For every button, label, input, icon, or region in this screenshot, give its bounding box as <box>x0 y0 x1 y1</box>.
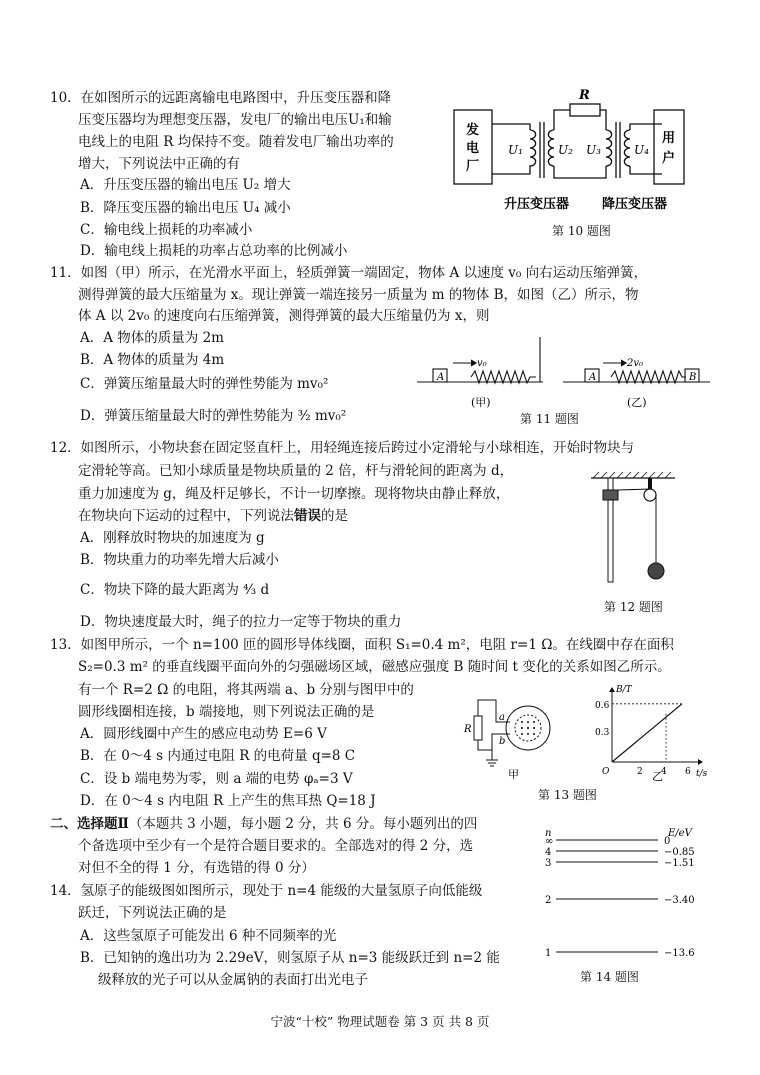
q14-option-a: A．这些氢原子可能发出 6 种不同频率的光 <box>80 928 337 944</box>
q13-label-b: b <box>499 736 506 747</box>
q14-stem-line: 跃迁，下列说法正确的是 <box>78 905 227 921</box>
q10-stem-line: 压变压器均为理想变压器，发电厂的输出电压U₁和输 <box>78 112 392 128</box>
q12-option-c: C．物块下降的最大距离为 ⁴⁄₃ d <box>80 582 270 598</box>
q13-resistor <box>474 716 482 740</box>
q14-stem-line: 14．氢原子的能级图如图所示，现处于 n=4 能级的大量氢原子向低能级 <box>50 883 483 899</box>
q13-circuit-figure <box>462 684 712 784</box>
q10-label-u4: U₄ <box>634 143 649 157</box>
q13-xtick: 2 <box>637 767 643 777</box>
q10-coil-u2 <box>548 130 554 166</box>
section2-desc-line: 个备选项中至少有一个是符合题目要求的。全部选对的得 2 分，选 <box>78 838 474 854</box>
q14-caption: 第 14 题图 <box>580 970 639 984</box>
q10-label-source: 电 <box>466 141 480 156</box>
q11-option-c: C．弹簧压缩量最大时的弹性势能为 mv₀² <box>80 376 329 392</box>
q12-caption: 第 12 题图 <box>604 600 663 614</box>
q12-option-d: D．物块速度最大时，绳子的拉力一定等于物块的重力 <box>80 614 402 630</box>
q11-spring-yi <box>611 371 686 383</box>
q11-label-a: A <box>589 372 597 383</box>
q10-option-a: A．升压变压器的输出电压 U₂ 增大 <box>80 177 291 193</box>
q10-option-d: D．输电线上损耗的功率占总功率的比例减小 <box>80 243 348 259</box>
q10-user-box <box>654 110 684 184</box>
q13-option-b: B．在 0～4 s 内通过电阻 R 的电荷量 q=8 C <box>80 748 356 764</box>
q14-option-b: B．已知钠的逸出功为 2.29eV，则氢原子从 n=3 能级跃迁到 n=2 能 <box>80 950 500 966</box>
q13-stem-line: 圆形线圈相连接，b 端接地，则下列说法正确的是 <box>78 704 375 720</box>
q11-label-b: B <box>689 372 697 383</box>
q10-coil-u4 <box>624 130 630 166</box>
q10-label-u1: U₁ <box>508 143 523 157</box>
section2-title: 二、选择题Ⅱ <box>50 816 129 832</box>
q14-level-n: ∞ <box>545 836 554 847</box>
q14-level-n: 1 <box>545 948 552 959</box>
q10-coil-u3 <box>606 130 612 166</box>
q10-stem-line: 电线上的电阻 R 均保持不变。随着发电厂输出功率的 <box>78 134 394 150</box>
section2-desc: （本题共 3 小题，每小题 2 分，共 6 分。每小题列出的四 <box>128 816 478 832</box>
q14-e-label: E/eV <box>668 828 692 839</box>
q12-stem-line: 重力加速度为 g，绳及杆足够长，不计一切摩擦。现将物块由静止释放， <box>78 486 510 502</box>
q13-label-a: a <box>499 712 505 723</box>
q14-level-energy: 0 <box>664 836 671 847</box>
q13-origin: O <box>602 767 610 777</box>
q13-stem-line: 有一个 R=2 Ω 的电阻，将其两端 a、b 分别与图甲中的 <box>78 682 414 698</box>
q14-levels <box>545 836 695 959</box>
q13-option-c: C．设 b 端电势为零，则 a 端的电势 φₐ=3 V <box>80 771 353 787</box>
q11-option-a: A．A 物体的质量为 2m <box>80 330 224 346</box>
q10-resistor <box>570 104 600 116</box>
q13-label-r: R <box>464 724 472 735</box>
q12-stem-text: 的是 <box>321 508 348 524</box>
q13-bt-graph <box>609 687 703 765</box>
q13-xtick: 4 <box>661 767 667 777</box>
q14-level-energy: −3.40 <box>664 895 695 906</box>
q12-stem-text: 在物块向下运动的过程中，下列说法 <box>78 508 294 524</box>
q12-stem-line <box>78 506 348 527</box>
q11-stem-line: 体 A 以 2v₀ 的速度向右压缩弹簧，测得弹簧的最大压缩量仍为 x，则 <box>78 308 490 324</box>
q14-energy-level-figure <box>540 824 720 966</box>
q11-stem-line: 测得弹簧的最大压缩量为 x。现让弹簧一端连接另一质量为 m 的物体 B，如图（乙）所示，物 <box>78 287 639 303</box>
q13-stem-line: 13．如图甲所示，一个 n=100 匝的圆形导体线圈，面积 S₁=0.4 m²，电阻 r=1 Ω。在线圈中存在面积 <box>50 637 674 653</box>
q10-label-source: 厂 <box>466 159 480 174</box>
q11-label-a: A <box>437 372 445 383</box>
q12-stem-line: 12．如图所示，小物块套在固定竖直杆上，用轻绳连接后跨过小定滑轮与小球相连，开始时物块与 <box>50 440 635 456</box>
section2-desc-line: 对但不全的得 1 分，有选错的得 0 分） <box>78 860 315 876</box>
q13-ylabel: B/T <box>616 685 632 695</box>
q10-caption: 第 10 题图 <box>552 224 611 238</box>
q14-n-label: n <box>545 828 552 839</box>
q11-label-v0: v₀ <box>477 358 487 369</box>
q13-ytick: 0.3 <box>595 728 610 738</box>
q10-label-step-down: 降压变压器 <box>602 197 668 212</box>
q14-level-energy: −13.6 <box>664 948 695 959</box>
q13-option-d: D．在 0～4 s 内电阻 R 上产生的焦耳热 Q=18 J <box>80 793 376 809</box>
q11-option-d: D．弹簧压缩量最大时的弹性势能为 ³⁄₂ mv₀² <box>80 408 347 424</box>
q12-block <box>603 490 618 500</box>
q11-label-yi: (乙) <box>627 396 647 409</box>
q12-option-b: B．物块重力的功率先增大后减小 <box>80 552 279 568</box>
q10-label-user: 用 <box>662 131 676 146</box>
q13-caption: 第 13 题图 <box>538 788 597 802</box>
page-footer: 宁波“十校” 物理试题卷 第 3 页 共 8 页 <box>270 1014 490 1029</box>
q12-pulley-figure <box>585 468 685 593</box>
q10-label-source: 发 <box>466 123 480 138</box>
q12-option-a: A．刚释放时物块的加速度为 g <box>80 530 265 546</box>
q13-xtick: 6 <box>685 767 691 777</box>
q12-stem-emphasis: 错误 <box>294 508 321 524</box>
q11-spring-figure <box>415 335 715 410</box>
q13-bt-line <box>612 704 682 762</box>
q11-spring-jia <box>471 371 536 383</box>
q11-label-2v0: 2v₀ <box>627 358 644 369</box>
q12-pulley <box>644 489 656 501</box>
q11-option-b: B．A 物体的质量为 4m <box>80 352 225 368</box>
q12-ball <box>648 563 664 579</box>
q11-caption: 第 11 题图 <box>520 412 579 426</box>
q11-stem-line: 11．如图（甲）所示，在光滑水平面上，轻质弹簧一端固定，物体 A 以速度 v₀ 向右运动压缩弹簧， <box>50 265 648 281</box>
q10-stem-line: 增大，下列说法中正确的有 <box>78 156 240 172</box>
q13-stem-line: S₂=0.3 m² 的垂直线圈平面向外的匀强磁场区域，磁感应强度 B 随时间 t 变化的关系如图乙所示。 <box>78 659 671 675</box>
q14-level-energy: −0.85 <box>664 847 695 858</box>
q10-option-c: C．输电线上损耗的功率减小 <box>80 222 253 238</box>
q10-label-u3: U₃ <box>586 143 601 157</box>
q13-ytick: 0.6 <box>595 701 610 711</box>
q13-label-jia: 甲 <box>508 768 519 781</box>
q14-level-n: 4 <box>545 847 552 858</box>
q13-option-a: A．圆形线圈中产生的感应电动势 E=6 V <box>80 726 327 742</box>
q10-option-b: B．降压变压器的输出电压 U₄ 减小 <box>80 200 291 216</box>
section2-header <box>50 814 477 835</box>
q11-label-jia: (甲) <box>471 396 491 409</box>
q14-level-energy: −1.51 <box>664 858 695 869</box>
q10-stem-line: 10．在如图所示的远距离输电电路图中，升压变压器和降 <box>50 90 392 106</box>
q12-stem-line: 定滑轮等高。已知小球质量是物块质量的 2 倍，杆与滑轮间的距离为 d， <box>78 463 514 479</box>
q10-transformer-figure <box>448 82 688 212</box>
q13-label-yi: 乙 <box>652 770 663 783</box>
q10-coil-u1 <box>530 130 536 168</box>
q13-xlabel: t/s <box>696 769 708 779</box>
q10-label-u2: U₂ <box>558 143 573 157</box>
q14-level-n: 3 <box>545 858 552 869</box>
q10-label-step-up: 升压变压器 <box>504 197 570 212</box>
q10-label-user: 户 <box>662 151 676 166</box>
q14-level-n: 2 <box>545 895 552 906</box>
q10-label-r: R <box>579 88 590 103</box>
q14-option-b-cont: 级释放的光子可以从金属钠的表面打出光电子 <box>98 972 368 988</box>
q12-rope <box>618 489 650 490</box>
